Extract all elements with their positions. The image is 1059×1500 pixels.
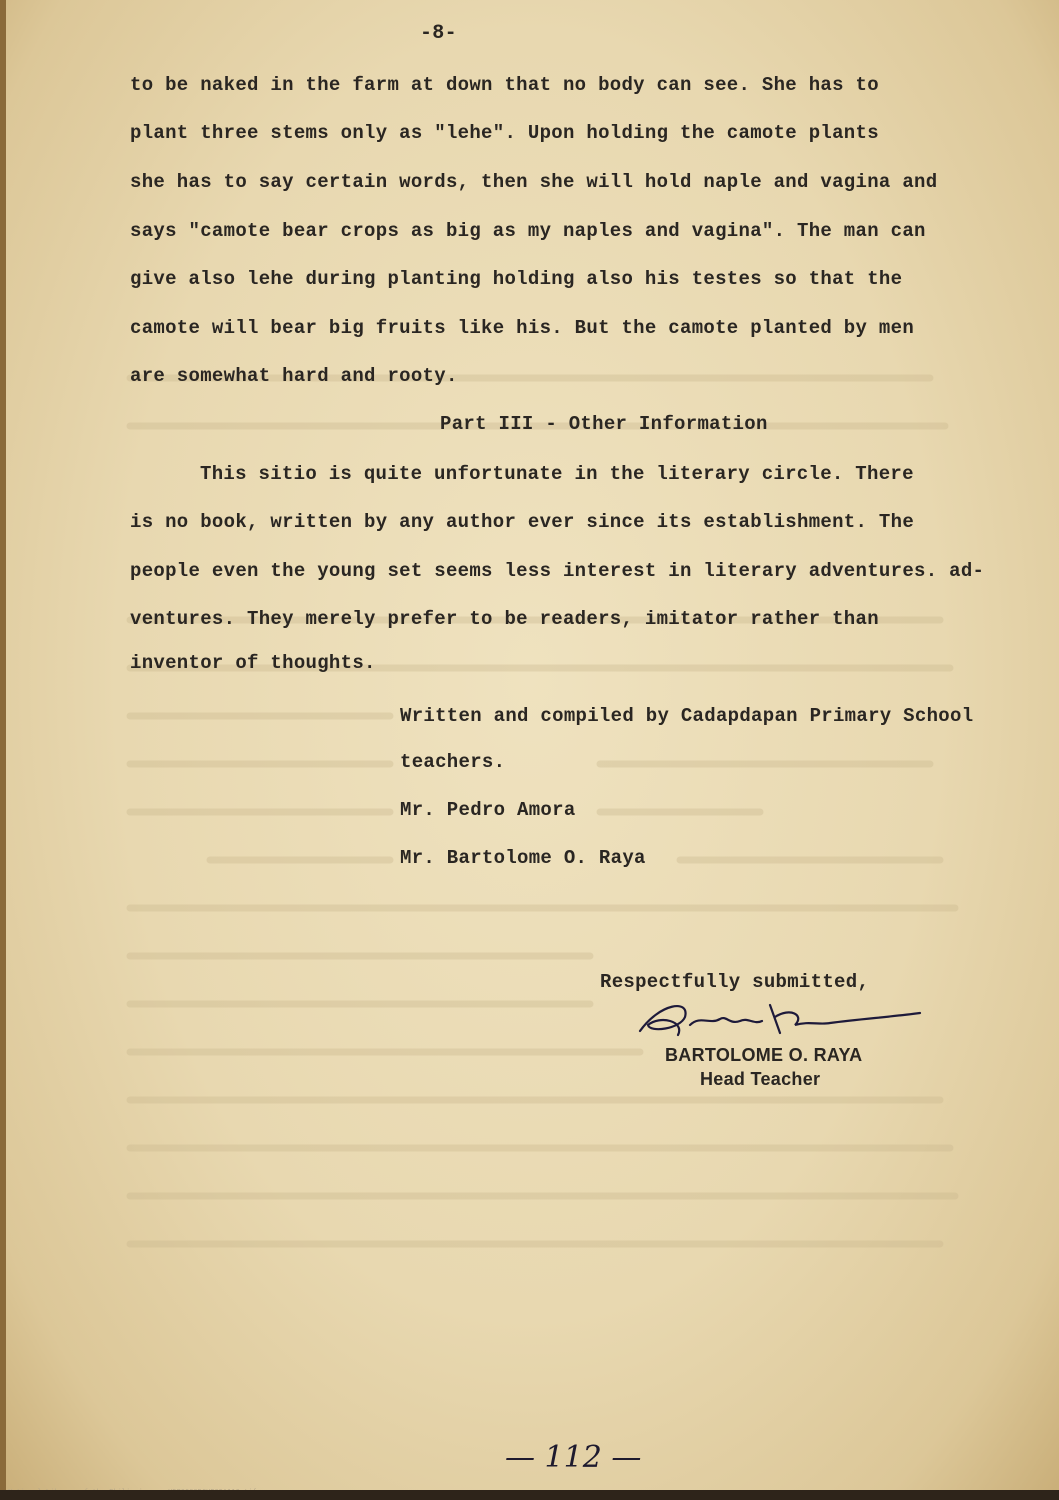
section-line-4: ventures. They merely prefer to be readers, imitator rather than: [130, 608, 879, 630]
section-line-1: This sitio is quite unfortunate in the literary circle. There: [200, 463, 914, 485]
credits-author-1: Mr. Pedro Amora: [400, 799, 576, 821]
body-line-5: give also lehe during planting holding also his testes so that the: [130, 268, 903, 290]
page-number: -8-: [420, 22, 457, 45]
section-line-5: inventor of thoughts.: [130, 652, 376, 674]
body-line-6: camote will bear big fruits like his. But the camote planted by men: [130, 317, 915, 339]
signatory-name: BARTOLOME O. RAYA: [665, 1045, 863, 1065]
credits-author-2: Mr. Bartolome O. Raya: [400, 847, 646, 869]
scan-edge-bottom: [0, 1490, 1059, 1500]
section-line-3: people even the young set seems less interest in literary adventures. ad-: [130, 560, 985, 582]
signature-image: [630, 995, 930, 1043]
signatory-title: Head Teacher: [700, 1069, 821, 1089]
section-line-2: is no book, written by any author ever since its establishment. The: [130, 511, 915, 533]
body-line-1: to be naked in the farm at down that no body can see. She has to: [130, 74, 879, 96]
handwritten-page-number: — 112 —: [505, 1440, 642, 1475]
credits-line-2: teachers.: [400, 751, 506, 773]
respectfully-submitted: Respectfully submitted,: [600, 971, 870, 993]
section-heading: Part III - Other Information: [440, 413, 768, 435]
scan-edge-left: [0, 0, 6, 1500]
body-line-3: she has to say certain words, then she will hold naple and vagina and: [130, 171, 938, 193]
body-line-7: are somewhat hard and rooty.: [130, 365, 458, 387]
body-line-2: plant three stems only as "lehe". Upon holding the camote plants: [130, 122, 879, 144]
body-line-4: says "camote bear crops as big as my naples and vagina". The man can: [130, 220, 926, 242]
credits-line-1: Written and compiled by Cadapdapan Primary School: [400, 705, 974, 727]
